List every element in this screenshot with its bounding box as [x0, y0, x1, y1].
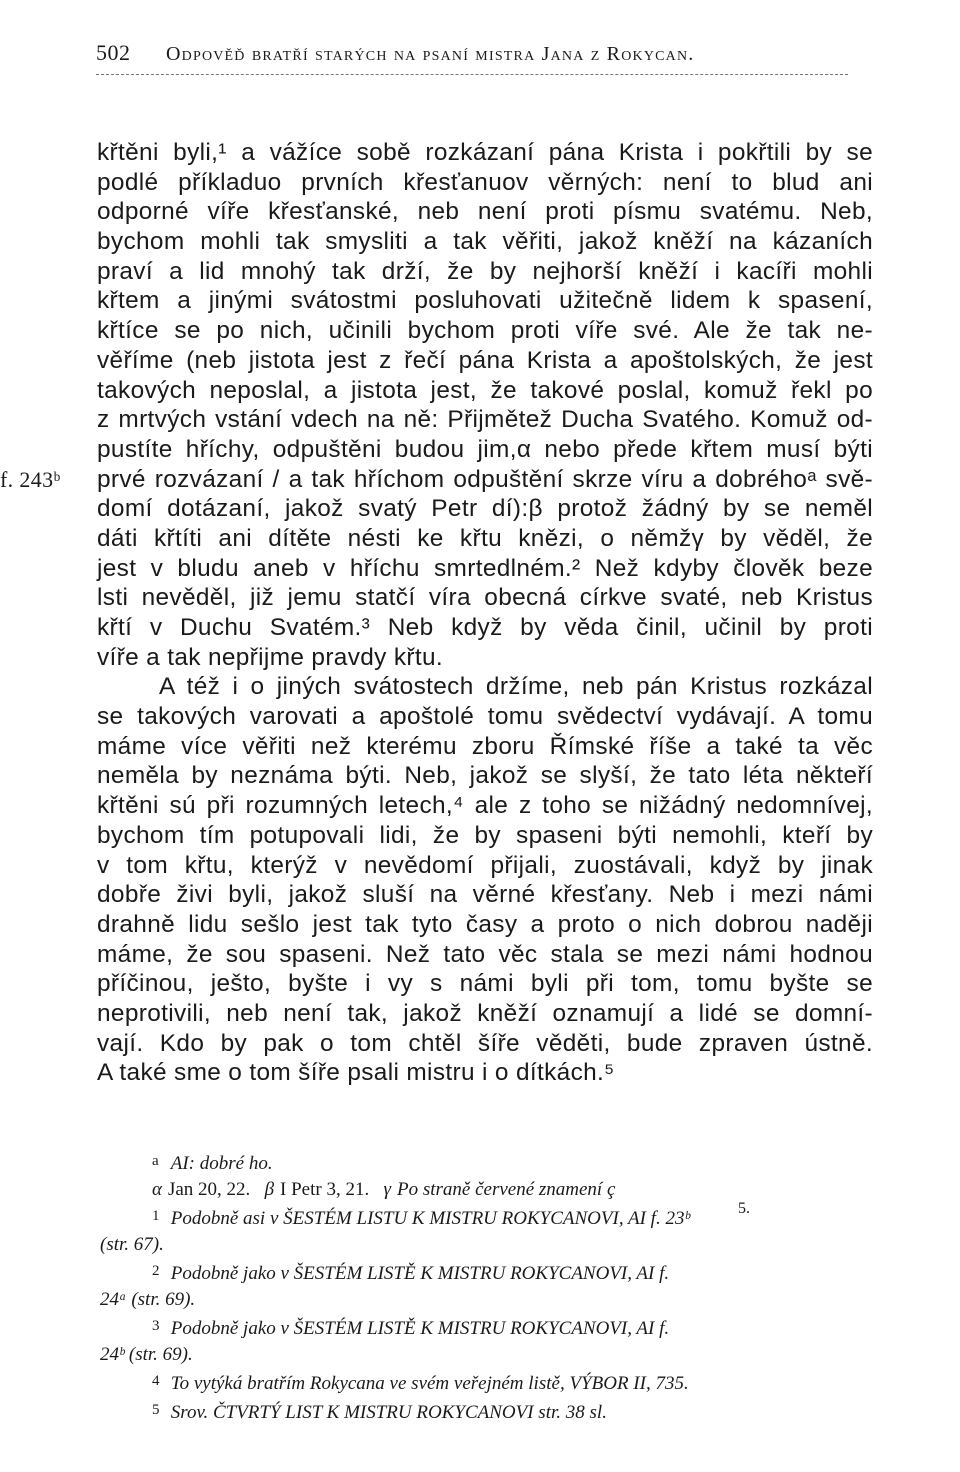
text-line: neprotivili, neb není tak, jakož kněží oznamují a lidé se domní- — [97, 999, 873, 1027]
text-line: A také sme o tom šíře psali mistru i o dítkách.⁵ — [97, 1059, 615, 1087]
text-line: odporné víře křesťanské, neb není proti písmu svatému. Neb, — [97, 198, 873, 226]
folio-margin-note: f. 243ᵇ — [0, 466, 61, 492]
text-line: víře a tak nepřijme pravdy křtu. — [97, 643, 444, 671]
text-line: věříme (neb jistota jest z řečí pána Krista a apoštolských, že jest — [97, 346, 873, 374]
text-line: praví a lid mnohý tak drží, že by nejhorší kněží i kacíři mohli — [97, 257, 873, 285]
page-number: 502 — [96, 40, 131, 65]
text-line: příčinou, ješto, byšte i vy s námi byli při tom, tomu byšte se — [97, 970, 873, 998]
footnote-1-cont: (str. 67). — [100, 1234, 164, 1255]
text-line: A též i o jiných svátostech držíme, neb pán Kristus rozkázal — [159, 673, 873, 701]
text-line: pustíte hříchy, odpuštěni budou jim,α nebo přede křtem musí býti — [97, 435, 873, 463]
text-line: podlé příkladuo prvních křesťanuov věrných: není to blud ani — [97, 168, 873, 196]
main-text — [0, 138, 873, 1088]
text-line: máme, že sou spaseni. Než tato věc stala se mezi námi hodnou — [97, 940, 873, 968]
running-title: Odpověď bratří starých na psaní mistra Jana z Rokycan. — [166, 43, 695, 65]
text-line: křtěni byli,¹ a vážíce sobě rozkázaní pána Krista i pokřtili by se — [97, 139, 873, 166]
footnotes — [100, 1148, 870, 1426]
footnote-3: 3 Podobně jako v ŠESTÉM LISTĚ K MISTRU ROKYCANOVI, AI f. — [152, 1318, 670, 1339]
text-line: křtem a jinými svátostmi posluhovati užitečně lidem k spasení, — [97, 287, 873, 315]
text-line: bychom mohli tak smysliti a tak věřiti, jakož kněží na kázaních — [97, 228, 873, 256]
footnote-greek: α Jan 20, 22. β I Petr 3, 21. γ Po straně červené znamení ç — [152, 1179, 616, 1200]
text-line: prvé rozvázaní / a tak hříchom odpuštění skrze víru a dobréhoᵃ svě- — [97, 465, 873, 493]
text-line-with-margin — [0, 465, 873, 495]
running-header — [96, 40, 876, 66]
footnote-5: 5 Srov. ČTVRTÝ LIST K MISTRU ROKYCANOVI str. 38 sl. — [152, 1402, 607, 1423]
text-line: máme více věřiti než kterému zboru Římské říše a také ta věc — [97, 732, 873, 760]
text-line: v tom křtu, kterýž v nevědomí přijali, zuostávali, když by jinak — [97, 851, 873, 879]
text-line: domí dotázaní, jakož svatý Petr dí):β protož žádný by se neměl — [97, 495, 873, 523]
text-line: křtěni sú při rozumných letech,⁴ ale z toho se nižádný nedomnívej, — [97, 792, 873, 820]
text-line: drahně lidu sešlo jest tak tyto časy a proto o nich dobrou naději — [97, 910, 873, 938]
text-line: dáti křtíti ani dítěte nésti ke křtu knězi, o němžγ by věděl, že — [97, 524, 873, 552]
text-line: takových neposlal, a jistota jest, že takové poslal, komuž řekl po — [97, 376, 873, 404]
text-line: bychom tím potupovali lidi, že by spaseni býti nemohli, kteří by — [97, 821, 873, 849]
text-line: křtí v Duchu Svatém.³ Neb když by věda činil, učinil by proti — [97, 614, 873, 641]
text-line: se takových varovati a apoštolé tomu svědectví vydávají. A tomu — [97, 703, 873, 731]
header-rule — [96, 74, 848, 75]
text-line: vají. Kdo by pak o tom chtěl šíře věděti, bude zpraven ústně. — [97, 1029, 873, 1057]
text-line: neměla by neznáma býti. Neb, jakož se slyší, že tato léta někteří — [97, 762, 873, 790]
stray-mark: 5. — [738, 1200, 750, 1217]
footnote-3-cont: 24ᵇ (str. 69). — [100, 1344, 193, 1365]
text-line: jest v bludu aneb v hříchu smrtedlném.² Než kdyby člověk beze — [97, 554, 873, 582]
footnote-2: 2 Podobně jako v ŠESTÉM LISTĚ K MISTRU ROKYCANOVI, AI f. — [152, 1263, 670, 1284]
footnote-1: 1 Podobně asi v ŠESTÉM LISTU K MISTRU ROKYCANOVI, AI f. 23ᵇ — [152, 1208, 690, 1229]
footnote-a: a AI: dobré ho. — [152, 1153, 273, 1174]
text-line: lsti nevěděl, již jemu statčí víra obecná církve svaté, neb Kristus — [97, 584, 873, 612]
footnote-2-cont: 24ᵃ (str. 69). — [100, 1289, 196, 1310]
text-line: křtíce se po nich, učinili bychom proti víře své. Ale že tak ne- — [97, 317, 873, 345]
text-line: dobře živi byli, jakož sluší na věrné křesťany. Neb i mezi námi — [97, 881, 873, 909]
footnote-4: 4 To vytýká bratřím Rokycana ve svém veřejném listě, VÝBOR II, 735. — [152, 1373, 689, 1394]
text-line: z mrtvých vstání vdech na ně: Přijmětež Ducha Svatého. Komuž od- — [97, 406, 873, 434]
